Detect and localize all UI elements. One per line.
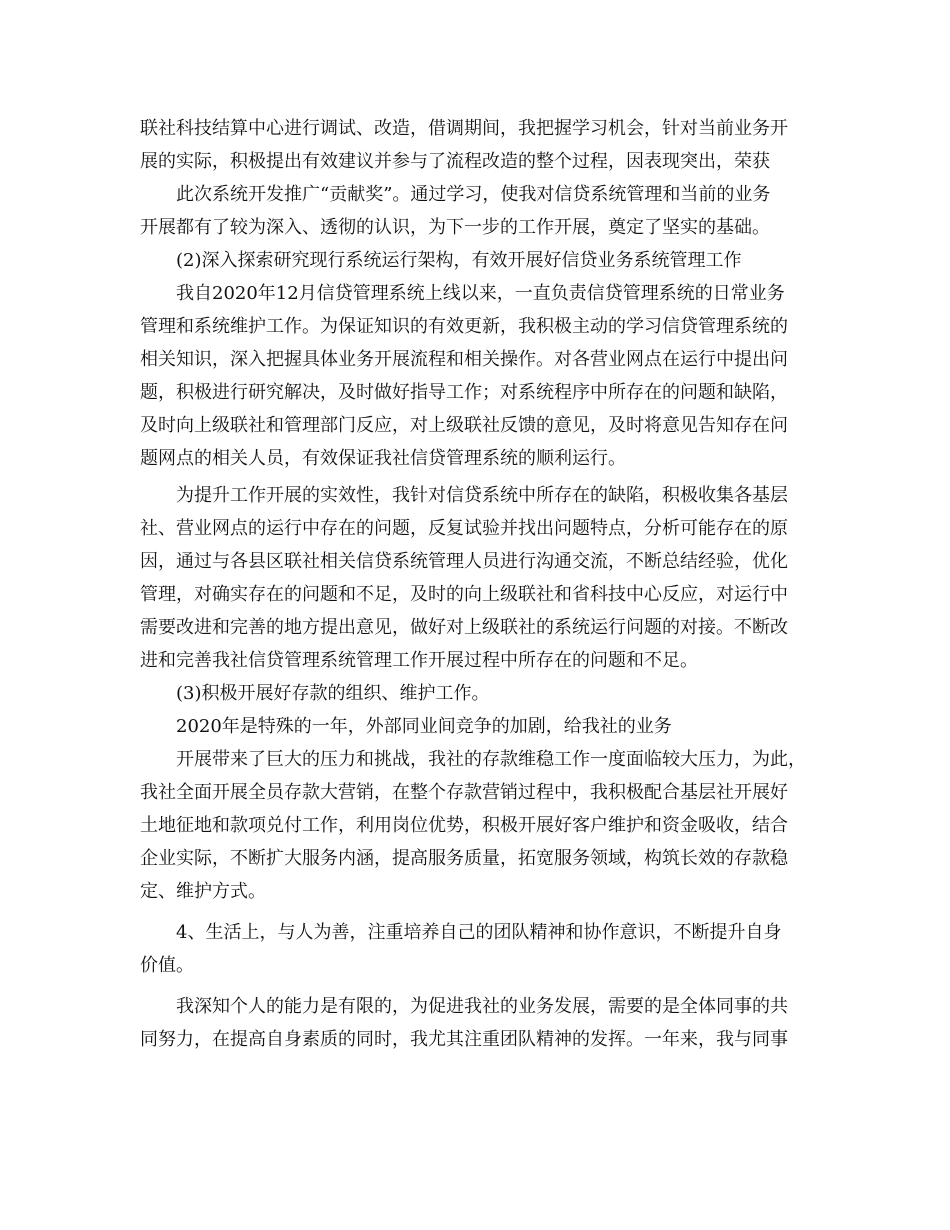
text-line: 我深知个人的能力是有限的，为促进我社的业务发展，需要的是全体同事的共 bbox=[176, 996, 788, 1017]
text-line: 需要改进和完善的地方提出意见，做好对上级联社的系统运行问题的对接。不断改 bbox=[140, 617, 788, 638]
text-line: 社、营业网点的运行中存在的问题，反复试验并找出问题特点，分析可能存在的原 bbox=[140, 518, 788, 539]
text-line: 为提升工作开展的实效性，我针对信贷系统中所存在的缺陷，积极收集各基层 bbox=[176, 485, 788, 506]
text-line: 题，积极进行研究解决，及时做好指导工作；对系统程序中所存在的问题和缺陷， bbox=[140, 382, 788, 403]
text-line: 我社全面开展全员存款大营销，在整个存款营销过程中，我积极配合基层社开展好 bbox=[140, 782, 788, 803]
text-line: 题网点的相关人员，有效保证我社信贷管理系统的顺利运行。 bbox=[140, 448, 626, 469]
text-line: 企业实际，不断扩大服务内涵，提高服务质量，拓宽服务领域，构筑长效的存款稳 bbox=[140, 848, 788, 869]
text-line: 管理和系统维护工作。为保证知识的有效更新，我积极主动的学习信贷管理系统的 bbox=[140, 316, 788, 337]
text-line: 相关知识，深入把握具体业务开展流程和相关操作。对各营业网点在运行中提出问 bbox=[140, 349, 788, 370]
section-heading: (2)深入探索研究现行系统运行架构，有效开展好信贷业务系统管理工作 bbox=[176, 250, 742, 271]
text-line: 2020年是特殊的一年，外部同业间竞争的加剧，给我社的业务 bbox=[176, 716, 672, 737]
text-line: 进和完善我社信贷管理系统管理工作开展过程中所存在的问题和不足。 bbox=[140, 650, 698, 671]
text-line: 开展带来了巨大的压力和挑战，我社的存款维稳工作一度面临较大压力，为此， bbox=[176, 749, 806, 770]
text-line: 同努力，在提高自身素质的同时，我尤其注重团队精神的发挥。一年来，我与同事 bbox=[140, 1029, 788, 1050]
section-heading: 4、生活上，与人为善，注重培养自己的团队精神和协作意识，不断提升自身 bbox=[176, 922, 782, 943]
text-line: 我自2020年12月信贷管理系统上线以来，一直负责信贷管理系统的日常业务 bbox=[176, 283, 785, 304]
text-line: 因，通过与各县区联社相关信贷系统管理人员进行沟通交流，不断总结经验，优化 bbox=[140, 551, 788, 572]
text-line: 及时向上级联社和管理部门反应，对上级联社反馈的意见，及时将意见告知存在问 bbox=[140, 415, 788, 436]
document-body bbox=[140, 112, 815, 1056]
text-line: 管理，对确实存在的问题和不足，及时的向上级联社和省科技中心反应，对运行中 bbox=[140, 584, 788, 605]
text-line: 土地征地和款项兑付工作，利用岗位优势，积极开展好客户维护和资金吸收，结合 bbox=[140, 815, 788, 836]
text-line: 开展都有了较为深入、透彻的认识，为下一步的工作开展，奠定了坚实的基础。 bbox=[140, 217, 770, 238]
text-line: 联社科技结算中心进行调试、改造，借调期间，我把握学习机会，针对当前业务开 bbox=[140, 118, 788, 139]
text-line: 展的实际，积极提出有效建议并参与了流程改造的整个过程，因表现突出，荣获 bbox=[140, 151, 770, 172]
text-line: 价值。 bbox=[140, 955, 194, 976]
text-line: 此次系统开发推广“贡献奖”。通过学习，使我对信贷系统管理和当前的业务 bbox=[176, 184, 771, 205]
text-line: 定、维护方式。 bbox=[140, 881, 266, 902]
section-heading: (3)积极开展好存款的组织、维护工作。 bbox=[176, 683, 490, 704]
